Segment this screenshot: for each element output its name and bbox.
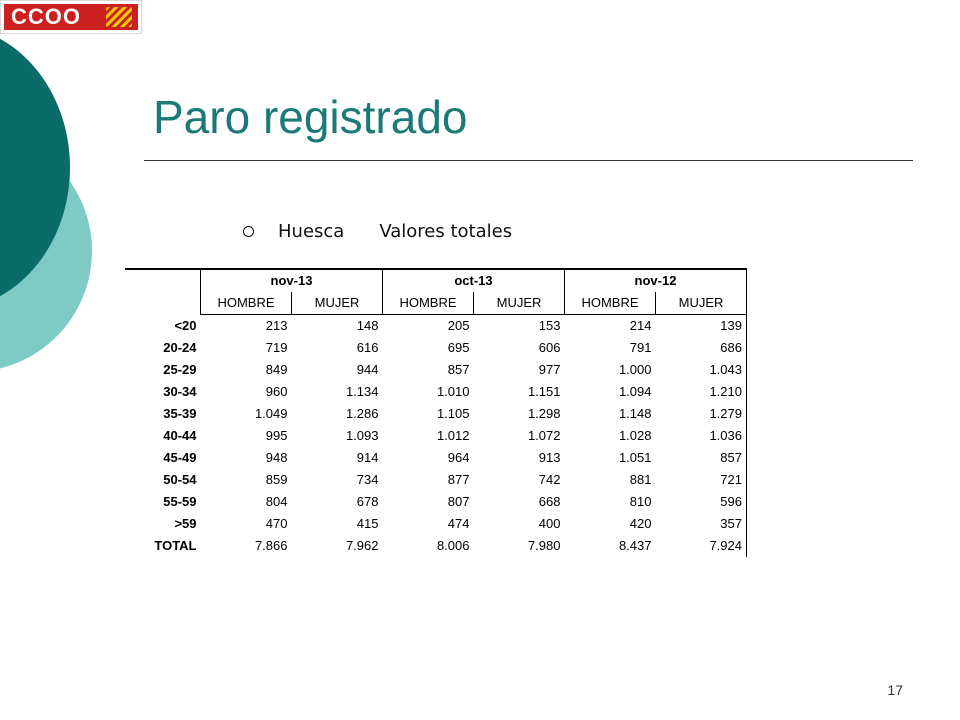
unemployment-table	[125, 268, 747, 557]
ccoo-logo	[0, 0, 142, 34]
value-cell: 944	[356, 362, 379, 377]
value-cell: 1.094	[618, 384, 652, 399]
value-cell: 1.105	[436, 406, 470, 421]
corner-cell	[125, 292, 201, 315]
bullet-circle-icon	[243, 226, 254, 237]
logo-badge	[4, 4, 138, 30]
value-cell: 7.962	[345, 538, 379, 553]
column-header: HOMBRE	[383, 292, 474, 315]
value-cell: 668	[538, 494, 561, 509]
period-header-row	[125, 269, 747, 292]
value-cell: 1.012	[436, 428, 470, 443]
value-cell: 415	[356, 516, 379, 531]
column-header: HOMBRE	[201, 292, 292, 315]
value-cell: 1.148	[618, 406, 652, 421]
value-cell: 153	[538, 318, 561, 333]
aragon-flag-icon	[106, 7, 132, 27]
value-cell: 791	[629, 340, 652, 355]
table-row	[125, 491, 747, 513]
age-group-label: <20	[174, 317, 197, 333]
value-cell: 807	[447, 494, 470, 509]
value-cell: 857	[656, 447, 747, 469]
value-cell: 400	[538, 516, 561, 531]
table-row	[125, 315, 747, 338]
value-cell: 913	[538, 450, 561, 465]
value-cell: 1.072	[527, 428, 561, 443]
value-cell: 1.049	[254, 406, 288, 421]
value-cell: 849	[265, 362, 288, 377]
value-cell: 139	[656, 315, 747, 338]
value-cell: 1.000	[618, 362, 652, 377]
bullet-item	[243, 221, 512, 242]
value-cell: 914	[356, 450, 379, 465]
age-group-label: TOTAL	[154, 538, 197, 553]
value-cell: 695	[447, 340, 470, 355]
logo-text: CCOO	[11, 4, 81, 29]
value-cell: 420	[629, 516, 652, 531]
value-cell: 721	[656, 469, 747, 491]
page-number: 17	[887, 682, 903, 698]
age-group-label: 50-54	[163, 472, 197, 487]
value-cell: 686	[656, 337, 747, 359]
value-cell: 1.279	[656, 403, 747, 425]
value-cell: 1.010	[436, 384, 470, 399]
slide-title: Paro registrado	[153, 91, 468, 143]
value-cell: 616	[356, 340, 379, 355]
column-header: MUJER	[474, 292, 565, 315]
table-row	[125, 403, 747, 425]
age-group-label: >59	[174, 516, 197, 531]
value-cell: 214	[629, 318, 652, 333]
value-cell: 678	[356, 494, 379, 509]
table-row	[125, 469, 747, 491]
value-cell: 213	[265, 318, 288, 333]
period-header: nov-13	[201, 269, 383, 292]
value-cell: 995	[265, 428, 288, 443]
title-divider	[144, 160, 913, 161]
value-cell: 8.437	[618, 538, 652, 553]
value-cell: 1.036	[656, 425, 747, 447]
value-cell: 1.028	[618, 428, 652, 443]
age-group-label: 25-29	[163, 362, 197, 377]
value-cell: 606	[538, 340, 561, 355]
value-cell: 734	[356, 472, 379, 487]
value-cell: 977	[538, 362, 561, 377]
value-cell: 960	[265, 384, 288, 399]
value-cell: 881	[629, 472, 652, 487]
value-cell: 804	[265, 494, 288, 509]
value-cell: 1.043	[656, 359, 747, 381]
value-cell: 1.151	[527, 384, 561, 399]
table-row	[125, 337, 747, 359]
value-cell: 357	[656, 513, 747, 535]
table-row	[125, 535, 747, 557]
value-cell: 1.210	[656, 381, 747, 403]
value-cell: 1.051	[618, 450, 652, 465]
corner-cell	[125, 269, 201, 292]
value-cell: 7.924	[656, 535, 747, 557]
value-cell: 148	[356, 318, 379, 333]
value-cell: 859	[265, 472, 288, 487]
age-group-label: 20-24	[163, 340, 197, 355]
value-cell: 719	[265, 340, 288, 355]
age-group-label: 40-44	[163, 428, 197, 443]
column-header: HOMBRE	[565, 292, 656, 315]
bullet-label: Huesca	[278, 221, 345, 242]
bullet-value: Valores totales	[379, 221, 513, 242]
gender-header-row	[125, 292, 747, 315]
value-cell: 1.298	[527, 406, 561, 421]
value-cell: 948	[265, 450, 288, 465]
value-cell: 1.286	[345, 406, 379, 421]
value-cell: 742	[538, 472, 561, 487]
period-header: oct-13	[383, 269, 565, 292]
age-group-label: 30-34	[163, 384, 197, 399]
value-cell: 474	[447, 516, 470, 531]
value-cell: 7.866	[254, 538, 288, 553]
column-header: MUJER	[292, 292, 383, 315]
value-cell: 7.980	[527, 538, 561, 553]
table-row	[125, 425, 747, 447]
age-group-label: 45-49	[163, 450, 197, 465]
value-cell: 470	[265, 516, 288, 531]
table-row	[125, 447, 747, 469]
value-cell: 596	[656, 491, 747, 513]
value-cell: 810	[629, 494, 652, 509]
value-cell: 8.006	[436, 538, 470, 553]
age-group-label: 35-39	[163, 406, 197, 421]
table-row	[125, 513, 747, 535]
value-cell: 857	[447, 362, 470, 377]
age-group-label: 55-59	[163, 494, 197, 509]
period-header: nov-12	[565, 269, 747, 292]
column-header: MUJER	[656, 292, 747, 315]
value-cell: 205	[447, 318, 470, 333]
table-row	[125, 359, 747, 381]
table-row	[125, 381, 747, 403]
value-cell: 1.134	[345, 384, 379, 399]
value-cell: 1.093	[345, 428, 379, 443]
value-cell: 877	[447, 472, 470, 487]
value-cell: 964	[447, 450, 470, 465]
